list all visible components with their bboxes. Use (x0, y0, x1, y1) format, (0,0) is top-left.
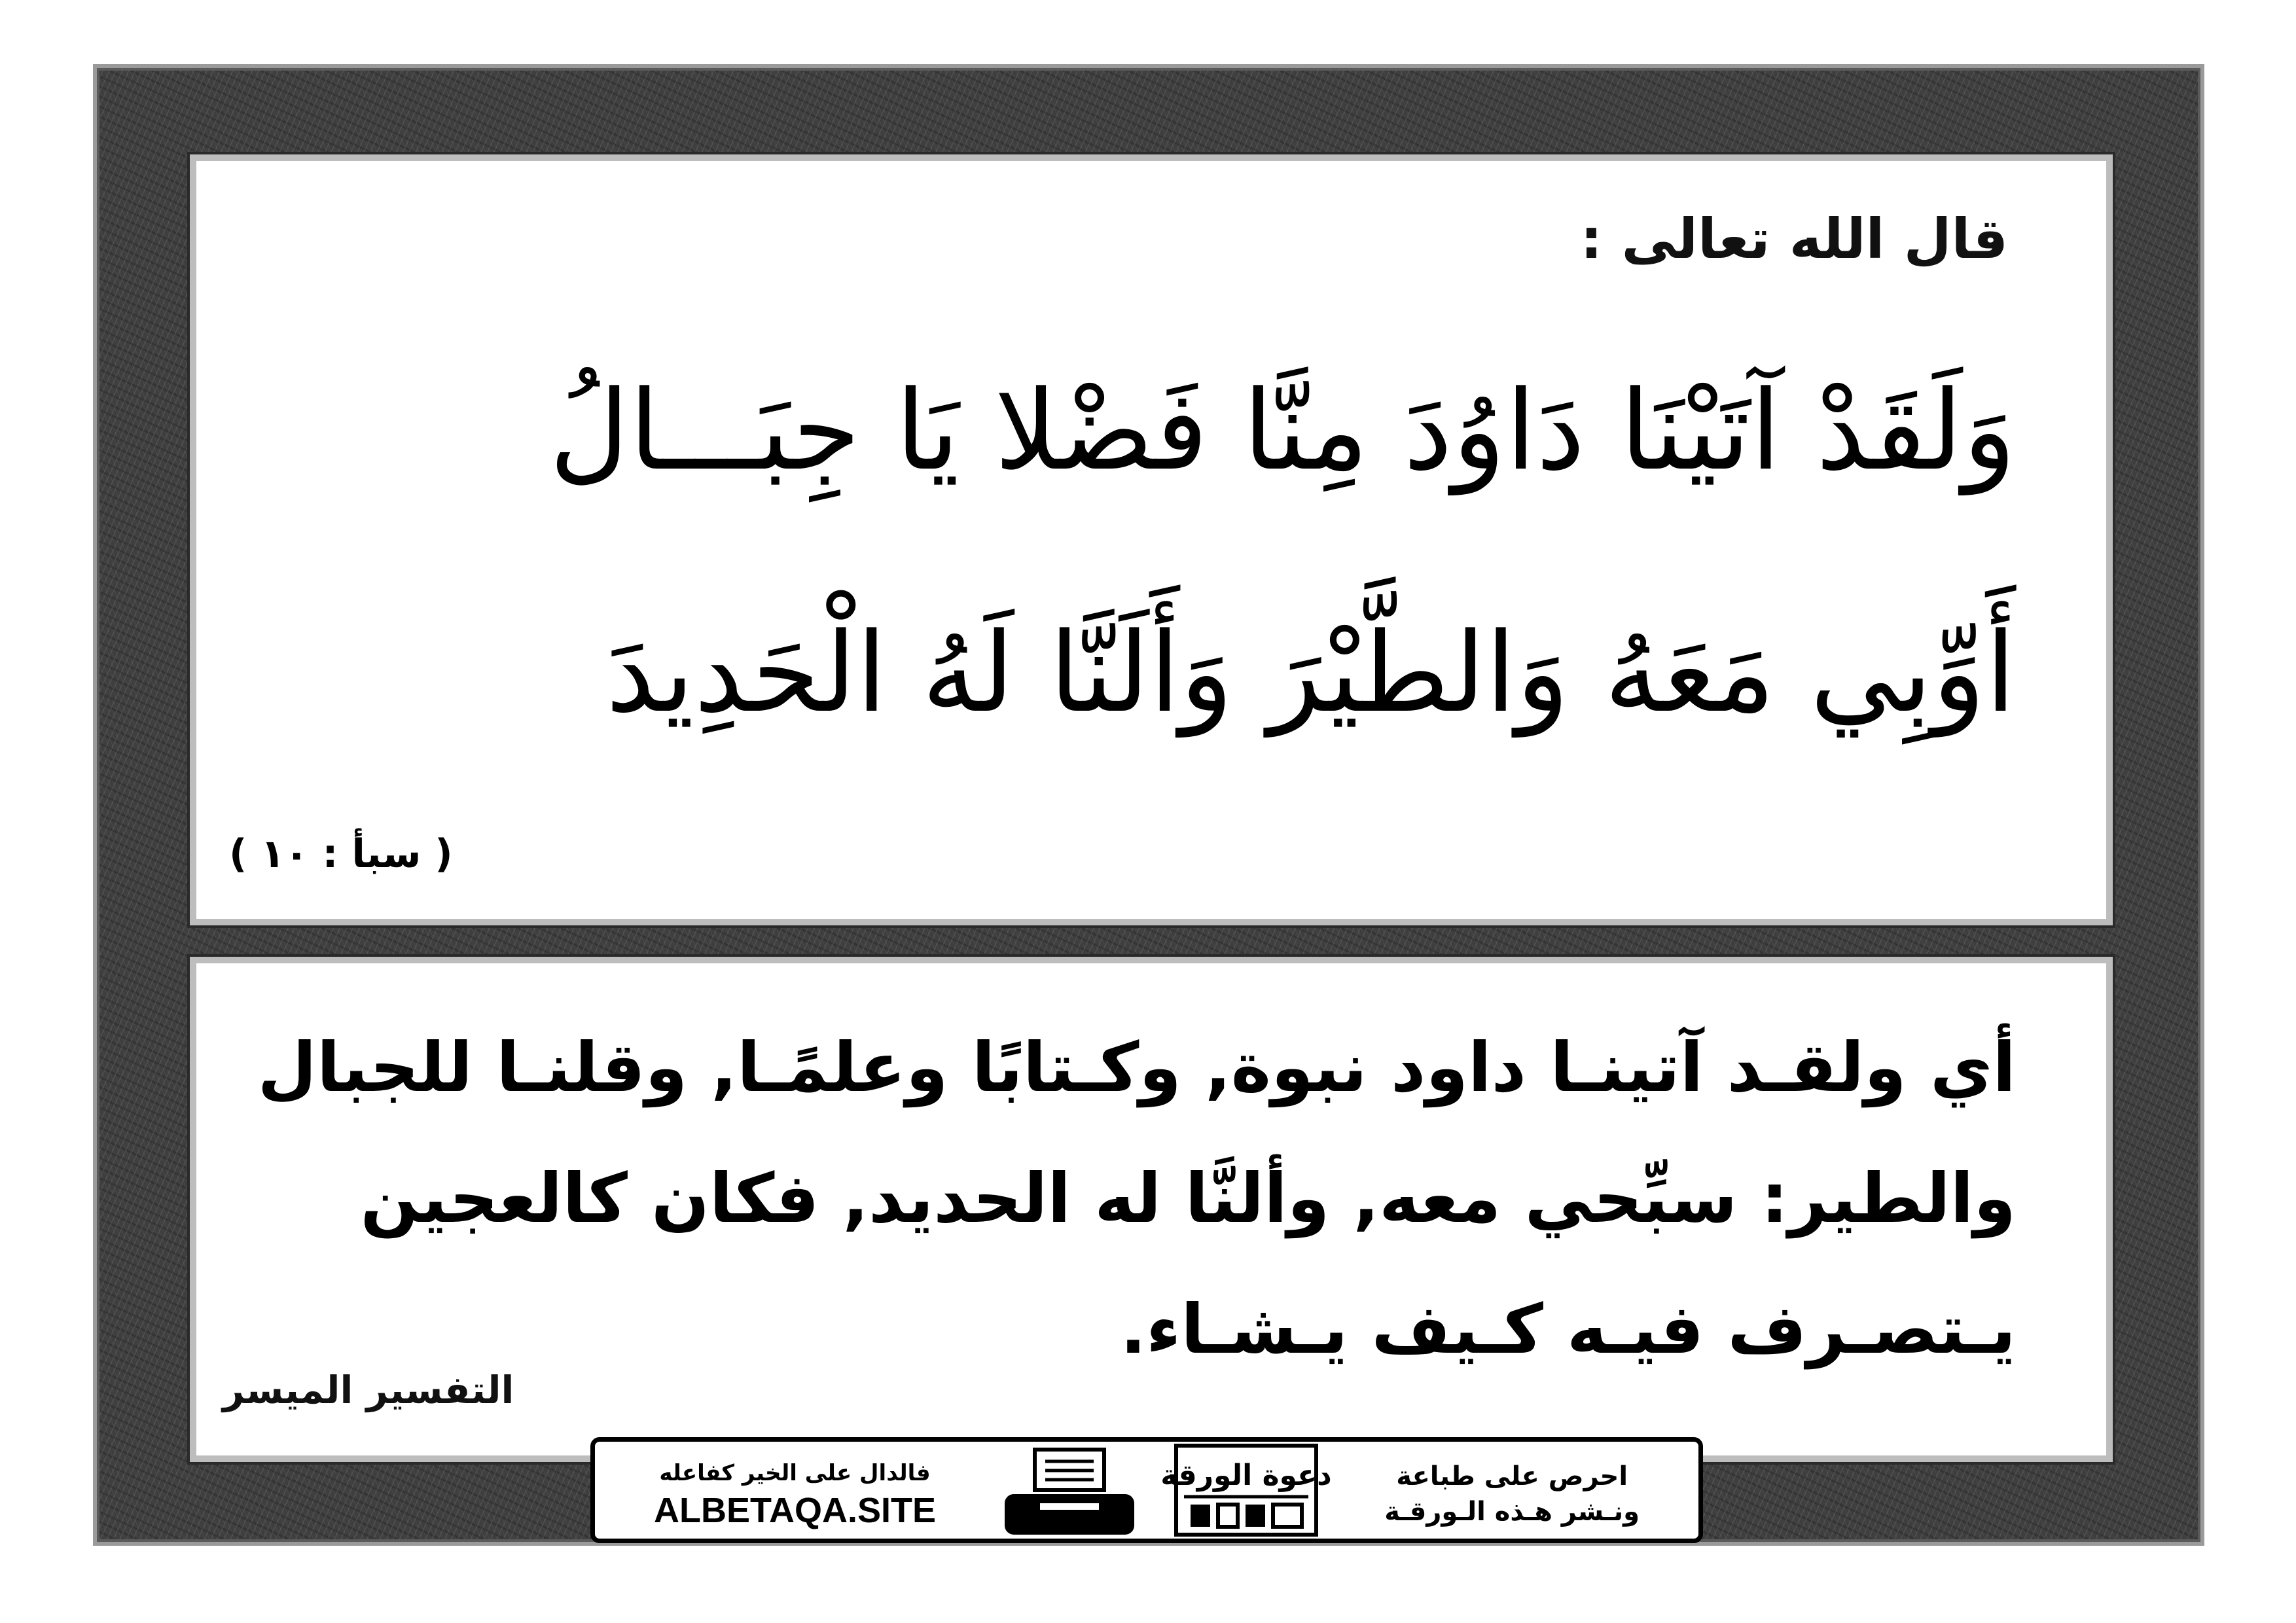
tafsir-line-2: والطير: سبِّحي معه, وألنَّا له الحديد, فكان كالعجين (360, 1158, 2016, 1238)
tafsir-source: التفسير الميسر (223, 1368, 514, 1412)
site-block (654, 1456, 936, 1531)
printer-icon (1001, 1447, 1138, 1539)
verse-line-2: أَوِّبِي مَعَهُ وَالطَّيْرَ وَأَلَنَّا لَهُ الْحَدِيدَ (605, 609, 2016, 737)
motto: فالدال على الخير كفاعله (659, 1460, 931, 1486)
verse-reference: ( سبأ : ١٠ ) (229, 831, 453, 877)
site-link[interactable]: ALBETAQA.SITE (654, 1491, 936, 1530)
logo-icon (1160, 1442, 1332, 1539)
verse-line-1: وَلَقَدْ آتَيْنَا دَاوُدَ مِنَّا فَضْلا يَا جِبَـــالُ (549, 366, 2016, 495)
tafsir-line-1: أي ولقـد آتينـا داود نبوة, وكـتابًا وعلمًـا, وقلنـا للجبال (257, 1027, 2016, 1107)
print-encouragement (1384, 1459, 1640, 1529)
print-encouragement-line-1: احرص على طباعة (1396, 1461, 1628, 1491)
logo-text: دعوة الورقة (1160, 1459, 1332, 1492)
footer-badge (590, 1437, 1703, 1543)
heading: قال الله تعالى : (1580, 207, 2008, 271)
print-encouragement-line-2: ونـشر هـذه الـورقـة (1384, 1497, 1640, 1527)
tafsir-line-3: يـتصـرف فيـه كـيف يـشـاء. (1120, 1289, 2016, 1369)
